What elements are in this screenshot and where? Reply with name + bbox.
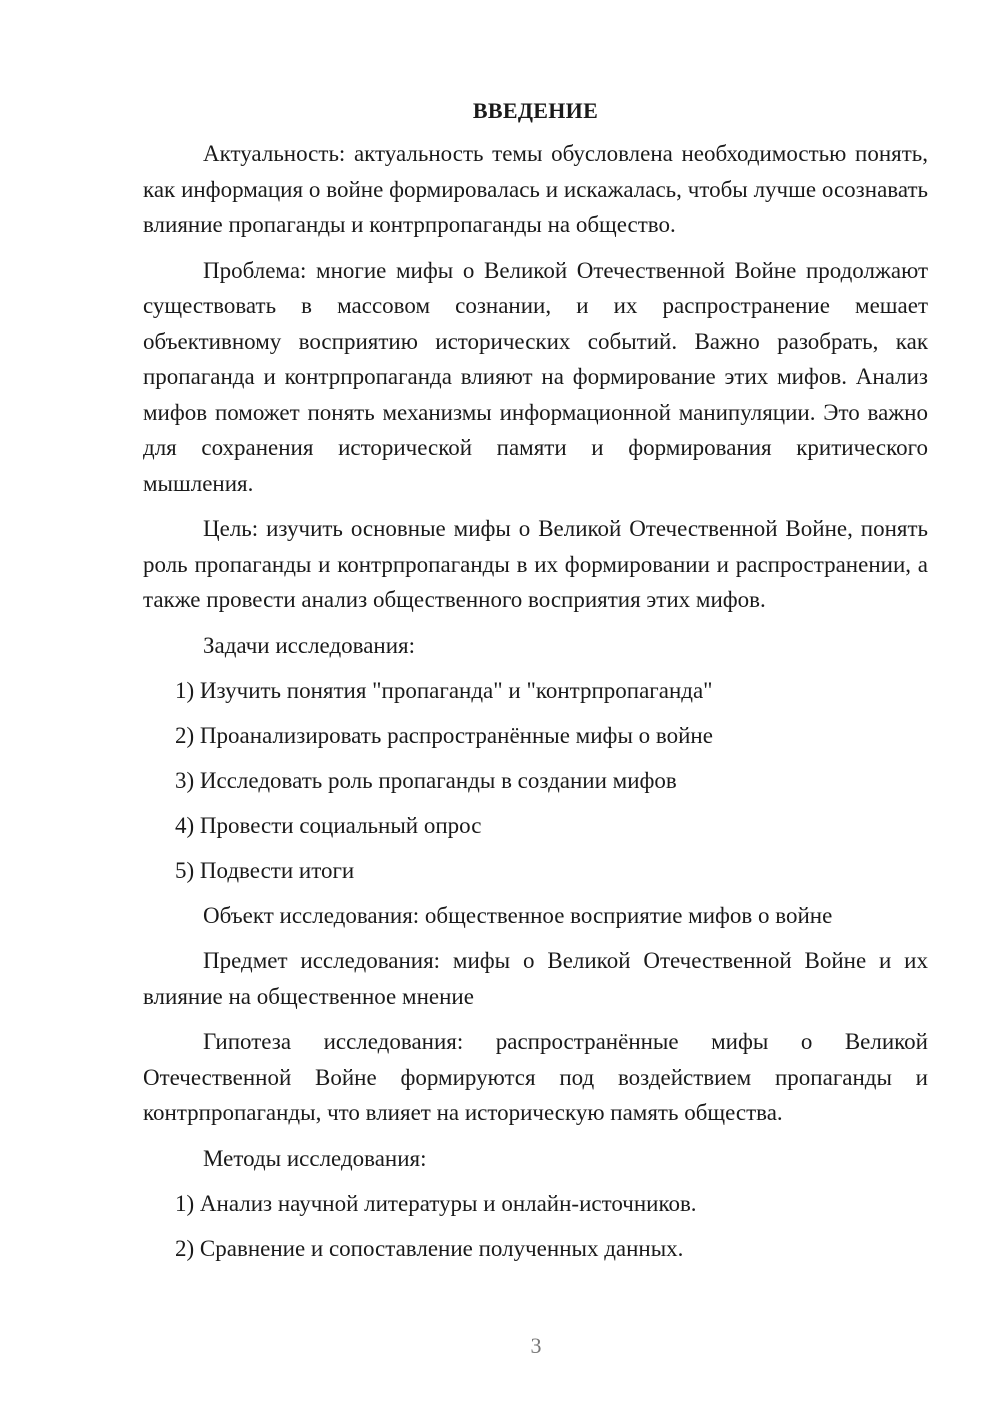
task-item: 3) Исследовать роль пропаганды в создании мифов (175, 767, 677, 793)
task-item: 4) Провести социальный опрос (175, 812, 482, 838)
method-item: 2) Сравнение и сопоставление полученных данных. (175, 1235, 684, 1261)
task-item: 5) Подвести итоги (175, 857, 355, 883)
relevance-paragraph: Актуальность: актуальность темы обусловлена необходимостью понять, как информация о войне формировалась и искажалась, чтобы лучше осознавать влияние пропаганды и контрпропаганды на общество. (143, 141, 928, 237)
methods-heading: Методы исследования: (203, 1145, 427, 1171)
problem-paragraph: Проблема: многие мифы о Великой Отечественной Войне продолжают существовать в массовом сознании, и их распространение мешает объективному восприятию исторических событий. Важно разобрать, как пропаганда и контрпропаганда влияют на формирование этих мифов. Анализ мифов поможет понять механизмы информационной манипуляции. Это важно для сохранения исторической памяти и формирования критического мышления. (143, 257, 928, 496)
method-item: 1) Анализ научной литературы и онлайн-источников. (175, 1190, 697, 1216)
hypothesis-paragraph: Гипотеза исследования: распространённые мифы о Великой Отечественной Войне формируются под воздействием пропаганды и контрпропаганды, что влияет на историческую память общества. (143, 1029, 928, 1125)
object-paragraph: Объект исследования: общественное восприятие мифов о войне (203, 902, 833, 928)
tasks-heading: Задачи исследования: (203, 632, 416, 658)
task-item: 2) Проанализировать распространённые мифы о войне (175, 722, 713, 748)
subject-paragraph: Предмет исследования: мифы о Великой Отечественной Войне и их влияние на общественное мнение (143, 948, 928, 1009)
tasks-list (143, 673, 928, 888)
page-title: ВВЕДЕНИЕ (472, 98, 599, 123)
methods-list (143, 1186, 928, 1266)
task-item: 1) Изучить понятия "пропаганда" и "контрпропаганда" (175, 677, 713, 703)
document-body (143, 96, 928, 1276)
goal-paragraph: Цель: изучить основные мифы о Великой Отечественной Войне, понять роль пропаганды и контрпропаганды в их формировании и распространении, а также провести анализ общественного восприятия этих мифов. (143, 516, 928, 612)
page-number: 3 (530, 1333, 542, 1358)
